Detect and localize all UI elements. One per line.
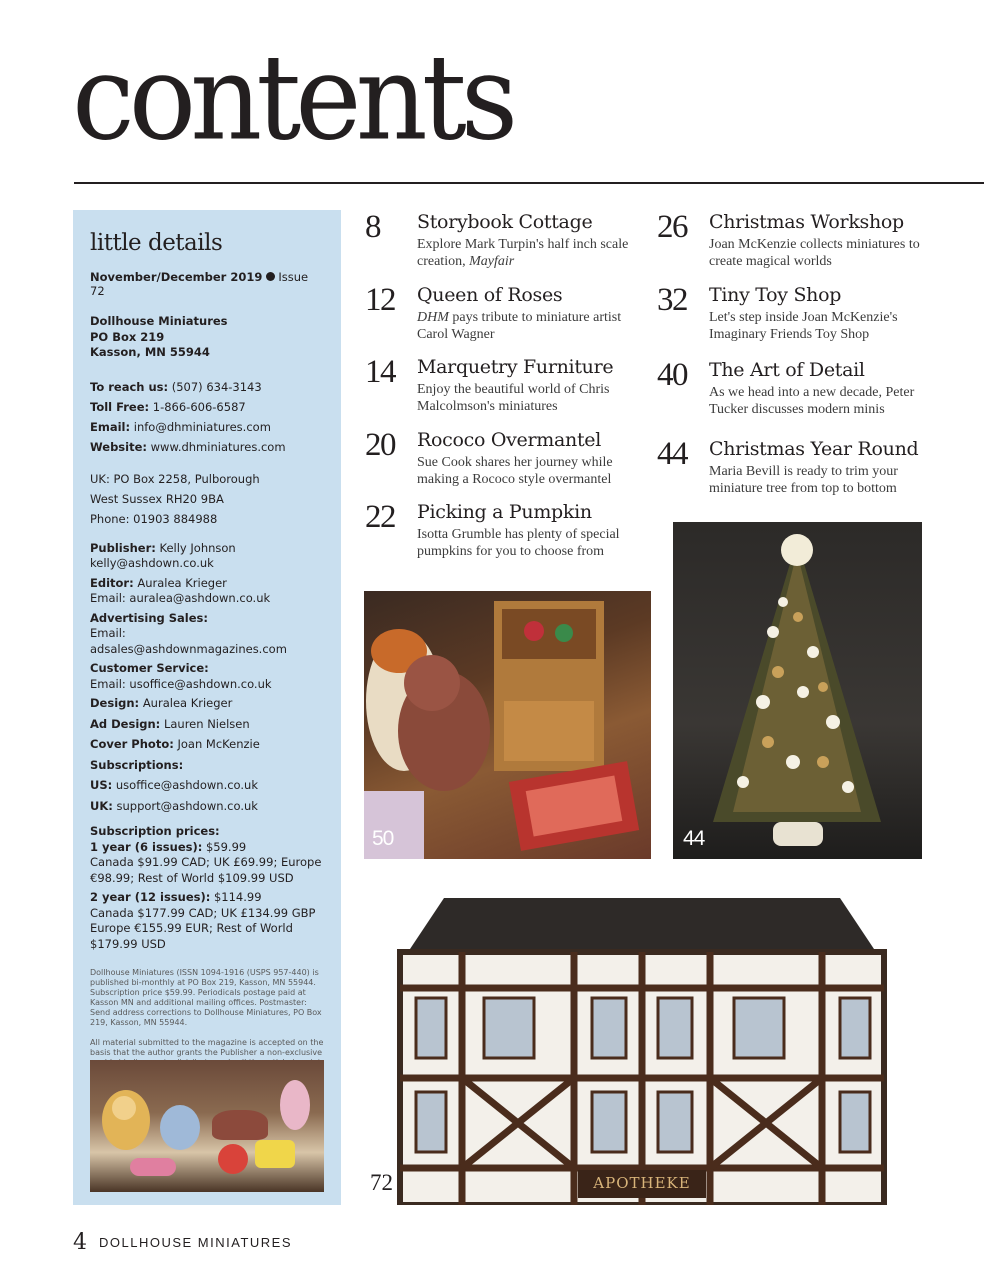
- apotheke-sign: APOTHEKE: [593, 1174, 691, 1192]
- page-title: contents: [72, 30, 513, 168]
- subscription-prices: [90, 824, 325, 952]
- customer-service-entry: [90, 661, 325, 692]
- toc-desc-text: pays tribute to miniature artist Carol Wagner: [417, 310, 622, 342]
- apotheke-facade: [364, 878, 920, 1205]
- uk-line: UK: PO Box 2258, Pulborough: [90, 471, 260, 486]
- email-link[interactable]: Email: auralea@ashdown.co.uk: [90, 591, 271, 605]
- photo-page-number: 50: [372, 827, 394, 850]
- toc-page-number: 44: [657, 436, 687, 472]
- prices-heading: [90, 824, 325, 840]
- publication-statement: Dollhouse Miniatures (ISSN 1094-1916 (USPS 957-440) is published bi-monthly at PO Box 219, Kasson, MN 55944. Subscription price $59.99. Periodicals postage paid at Kasson MN and additional mailing offices. Postmaster: Send address corrections to Dollhouse Miniatures, PO Box 219, Kasson, MN 55944.: [90, 968, 322, 1027]
- toc-title: The Art of Detail: [709, 359, 865, 381]
- uk-office: [90, 469, 325, 529]
- staff-label: Publisher:: [90, 540, 156, 555]
- toc-desc-text: Explore Mark Turpin's half inch scale creation,: [417, 237, 629, 269]
- subscriptions-uk: [90, 799, 325, 815]
- contact-value: (507) 634-3143: [171, 379, 262, 394]
- staff-label: Editor:: [90, 575, 134, 590]
- uk-line: West Sussex RH20 9BA: [90, 491, 224, 506]
- price-value: $114.99: [213, 890, 262, 904]
- christmas-tree-illustration: [673, 522, 922, 859]
- address-line: Kasson, MN 55944: [90, 345, 210, 359]
- toc-title: Rococo Overmantel: [417, 429, 602, 451]
- toc-description: Let's step inside Joan McKenzie's Imaginary Friends Toy Shop: [709, 310, 898, 342]
- ad-design-entry: [90, 717, 325, 733]
- copyright-notice: All material submitted to the magazine is accepted on the basis that the author grants the Publisher a non-exclusive: [90, 1038, 324, 1057]
- price-other: Canada $177.99 CAD; UK £134.99 GBP Europe €155.99 EUR; Rest of World $179.99 USD: [90, 905, 316, 951]
- staff-label: Cover Photo:: [90, 737, 174, 751]
- address-line: PO Box 219: [90, 329, 165, 344]
- contact-website: [90, 437, 325, 457]
- contact-phone: [90, 377, 325, 397]
- subscriptions-us: [90, 778, 325, 794]
- two-year-price: [90, 890, 325, 952]
- toc-description: Maria Bevill is ready to trim your miniature tree from top to bottom: [709, 464, 898, 496]
- title-rule: [74, 182, 984, 184]
- toc-desc-italic: Mayfair: [469, 254, 515, 269]
- issue-number: Issue 72: [90, 270, 309, 298]
- toc-title: Christmas Workshop: [709, 211, 904, 233]
- staff-label: Design:: [90, 696, 140, 710]
- photo-page-number: 44: [683, 827, 705, 850]
- toc-page-number: 12: [365, 282, 395, 318]
- staff-value: Joan McKenzie: [173, 737, 260, 751]
- staff-label: Ad Design:: [90, 716, 161, 731]
- staff-label: Subscriptions:: [90, 757, 184, 772]
- email-link[interactable]: info@dhminiatures.com: [133, 419, 271, 434]
- page-footer: [73, 1230, 292, 1255]
- bullet-icon: [266, 272, 275, 281]
- toc-title: Queen of Roses: [417, 284, 563, 306]
- mailing-address: [90, 314, 325, 361]
- teddy-bear-scene: [364, 591, 651, 859]
- toc-title: Christmas Year Round: [709, 438, 919, 460]
- issue-date: November/December 2019: [90, 270, 263, 284]
- contact-list: [90, 377, 325, 457]
- toc-description: Sue Cook shares her journey while making a Rococo style overmantel: [417, 455, 613, 487]
- email-link[interactable]: kelly@ashdown.co.uk: [90, 556, 214, 570]
- publisher-entry: [90, 541, 325, 572]
- contact-email: [90, 417, 325, 437]
- toc-title: Picking a Pumpkin: [417, 501, 592, 523]
- toc-title: Marquetry Furniture: [417, 356, 614, 378]
- toc-description: As we head into a new decade, Peter Tucker discusses modern minis: [709, 385, 915, 417]
- email-link[interactable]: Email: usoffice@ashdown.co.uk: [90, 676, 272, 691]
- toc-title: Storybook Cottage: [417, 211, 593, 233]
- contact-label: Email:: [90, 419, 131, 434]
- toc-desc-italic: DHM: [417, 310, 449, 325]
- price-label: 2 year (12 issues):: [90, 890, 211, 904]
- toc-description: Enjoy the beautiful world of Chris Malcolmson's miniatures: [417, 382, 610, 414]
- toc-page-number: 26: [657, 209, 687, 245]
- price-other: Canada $91.99 CAD; UK £69.99; Europe €98.99; Rest of World $109.99 USD: [90, 855, 322, 885]
- staff-value: Lauren Nielsen: [163, 716, 250, 731]
- staff-label: UK:: [90, 798, 113, 813]
- toc-page-number: 20: [365, 427, 395, 463]
- advertising-entry: [90, 611, 325, 658]
- staff-label: US:: [90, 778, 113, 792]
- staff-value: Kelly Johnson: [159, 540, 236, 555]
- teddy-bear-photo: [364, 591, 651, 859]
- subscriptions-heading: [90, 758, 325, 774]
- contact-label: Website:: [90, 439, 147, 454]
- contact-label: To reach us:: [90, 379, 169, 394]
- editor-entry: [90, 576, 325, 607]
- contact-label: Toll Free:: [90, 399, 150, 414]
- toc-description: [417, 309, 652, 343]
- toc-page-number: 32: [657, 282, 687, 318]
- prices-heading-text: Subscription prices:: [90, 824, 220, 838]
- email-link[interactable]: support@ashdown.co.uk: [116, 798, 258, 813]
- toc-page-number: 8: [365, 209, 380, 245]
- staff-value: Auralea Krieger: [137, 575, 227, 590]
- price-label: 1 year (6 issues):: [90, 839, 203, 854]
- email-link[interactable]: usoffice@ashdown.co.uk: [115, 778, 258, 792]
- staff-value: Auralea Krieger: [142, 696, 233, 710]
- folio-page-number: 4: [73, 1230, 87, 1255]
- uk-line: Phone: 01903 884988: [90, 511, 218, 526]
- toc-description: Isotta Grumble has plenty of special pumpkins for you to choose from: [417, 527, 620, 559]
- contact-value: 1-866-606-6587: [152, 399, 246, 414]
- sidebar-little-details: [73, 210, 341, 1205]
- staff-label: Advertising Sales:: [90, 610, 208, 625]
- christmas-tree-photo: [673, 522, 922, 859]
- address-line: Dollhouse Miniatures: [90, 314, 228, 328]
- toc-description: [417, 236, 652, 270]
- one-year-price: [90, 840, 325, 887]
- cover-photo-entry: [90, 737, 325, 753]
- staff-label: Customer Service:: [90, 661, 209, 675]
- toc-page-number: 14: [365, 354, 395, 390]
- issue-line: [90, 270, 325, 298]
- contact-toll-free: [90, 397, 325, 417]
- sidebar-title: little details: [90, 230, 223, 256]
- apotheke-dollhouse-photo: [364, 878, 920, 1205]
- staff-list: [90, 541, 325, 815]
- toc-title: Tiny Toy Shop: [709, 284, 842, 306]
- toy-shelf-photo: [90, 1060, 324, 1192]
- toc-page-number: 22: [365, 499, 395, 535]
- photo-page-number: 72: [370, 1170, 393, 1195]
- website-link[interactable]: www.dhminiatures.com: [150, 439, 286, 454]
- price-value: $59.99: [205, 839, 247, 854]
- toc-description: Joan McKenzie collects miniatures to create magical worlds: [709, 237, 920, 269]
- email-link[interactable]: Email: adsales@ashdownmagazines.com: [90, 626, 287, 656]
- design-entry: [90, 696, 325, 712]
- toc-page-number: 40: [657, 357, 687, 393]
- magazine-name: DOLLHOUSE MINIATURES: [99, 1235, 293, 1250]
